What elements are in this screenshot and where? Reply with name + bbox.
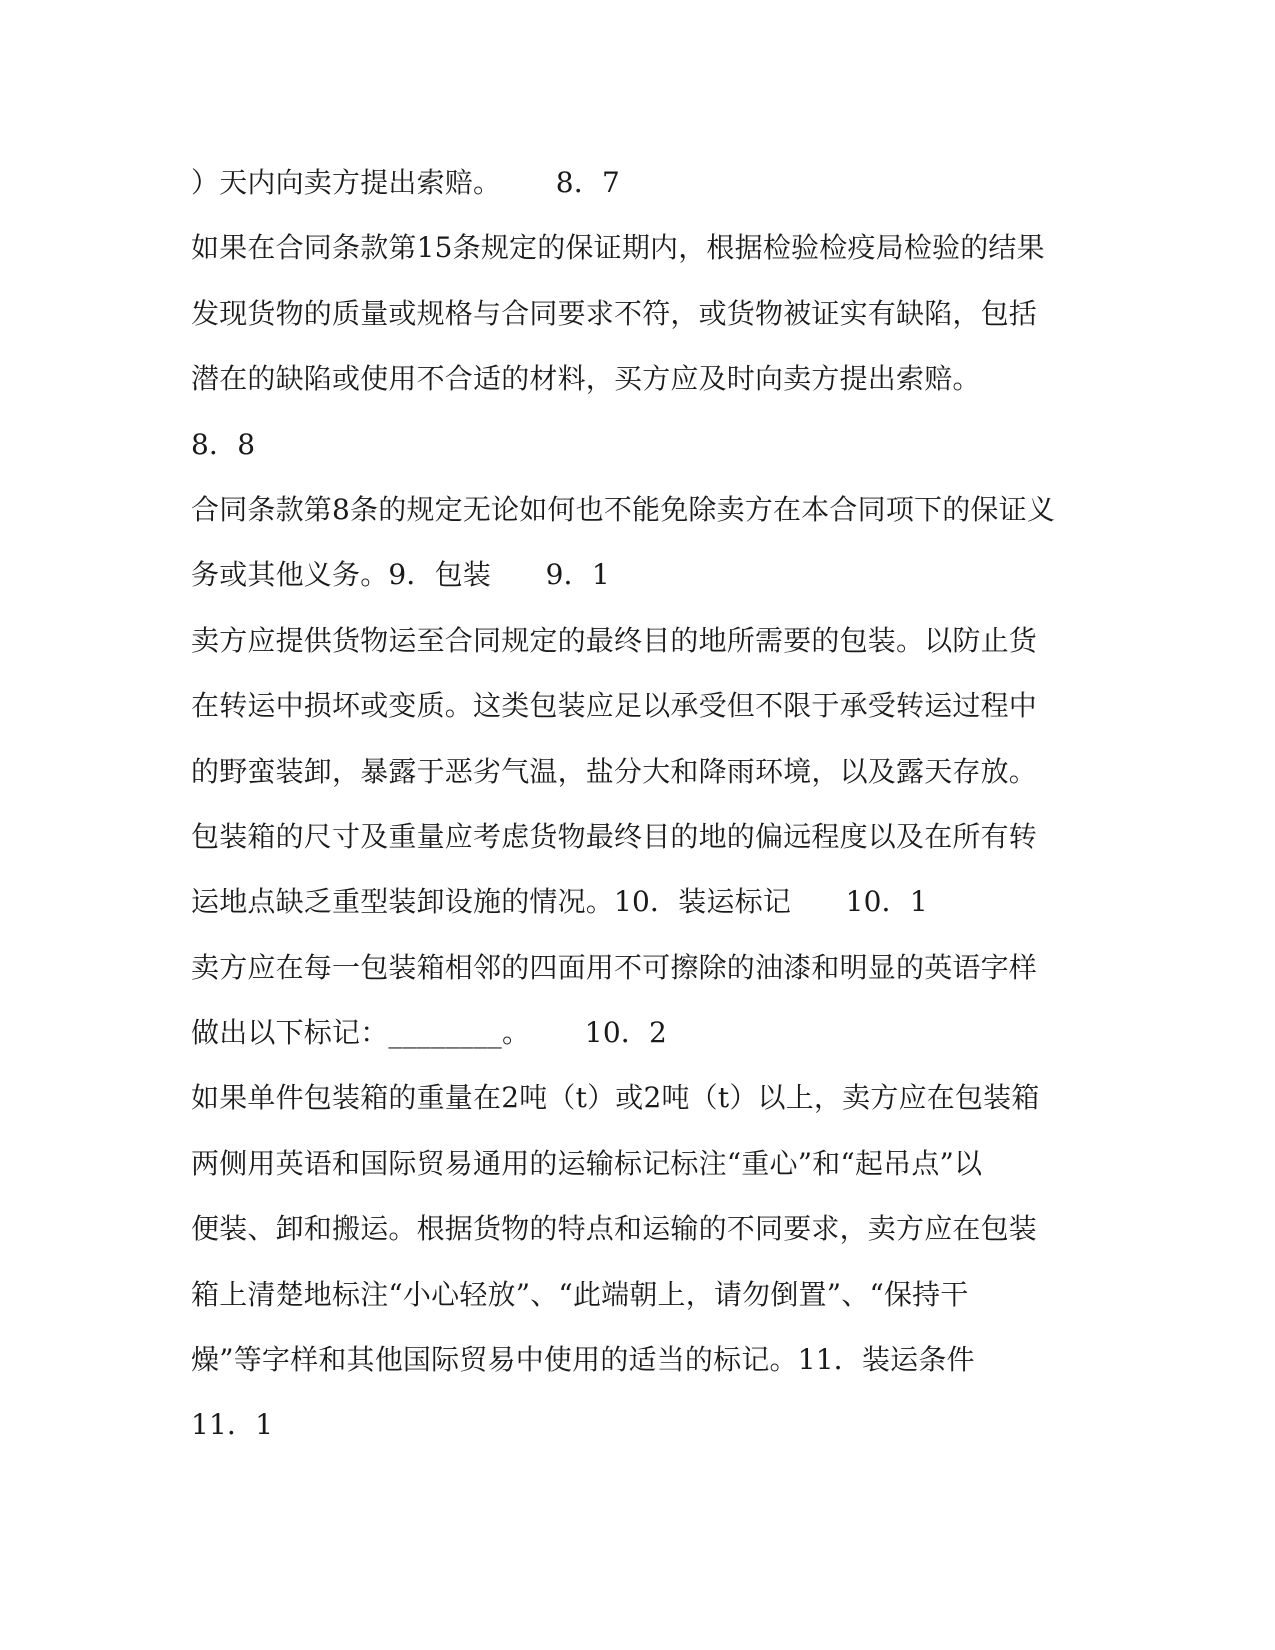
text-line: 做出以下标记：________。 10．2	[191, 1016, 668, 1050]
text-line: 如果单件包装箱的重量在2吨（t）或2吨（t）以上，卖方应在包装箱	[191, 1081, 1040, 1115]
text-line: 箱上清楚地标注“小心轻放”、“此端朝上，请勿倒置”、“保持干	[191, 1277, 969, 1311]
text-line: 11．1	[191, 1408, 274, 1442]
contract-text	[191, 163, 1091, 1471]
text-line: 包装箱的尺寸及重量应考虑货物最终目的地的偏远程度以及在所有转	[191, 819, 1038, 853]
text-line: 卖方应在每一包装箱相邻的四面用不可擦除的油漆和明显的英语字样	[191, 950, 1038, 984]
text-line: 务或其他义务。9．包装 9．1	[191, 558, 610, 592]
text-line: 合同条款第8条的规定无论如何也不能免除卖方在本合同项下的保证义	[191, 492, 1056, 526]
text-line: 发现货物的质量或规格与合同要求不符，或货物被证实有缺陷，包括	[191, 296, 1038, 330]
text-line: 卖方应提供货物运至合同规定的最终目的地所需要的包装。以防止货	[191, 623, 1038, 657]
text-line: 两侧用英语和国际贸易通用的运输标记标注“重心”和“起吊点”以	[191, 1146, 983, 1180]
text-line: 燥”等字样和其他国际贸易中使用的适当的标记。11．装运条件	[191, 1343, 975, 1377]
text-line: 潜在的缺陷或使用不合适的材料，买方应及时向卖方提出索赔。	[191, 362, 981, 396]
text-line: 便装、卸和搬运。根据货物的特点和运输的不同要求，卖方应在包装	[191, 1212, 1038, 1246]
text-line: ）天内向卖方提出索赔。 8．7	[191, 166, 621, 199]
text-line: 如果在合同条款第15条规定的保证期内，根据检验检疫局检验的结果	[191, 231, 1045, 265]
text-line: 的野蛮装卸，暴露于恶劣气温，盐分大和降雨环境，以及露天存放。	[191, 754, 1038, 788]
text-line: 在转运中损坏或变质。这类包装应足以承受但不限于承受转运过程中	[191, 689, 1038, 723]
text-line: 运地点缺乏重型装卸设施的情况。10．装运标记 10．1	[191, 885, 928, 919]
text-line: 8．8	[191, 427, 256, 461]
